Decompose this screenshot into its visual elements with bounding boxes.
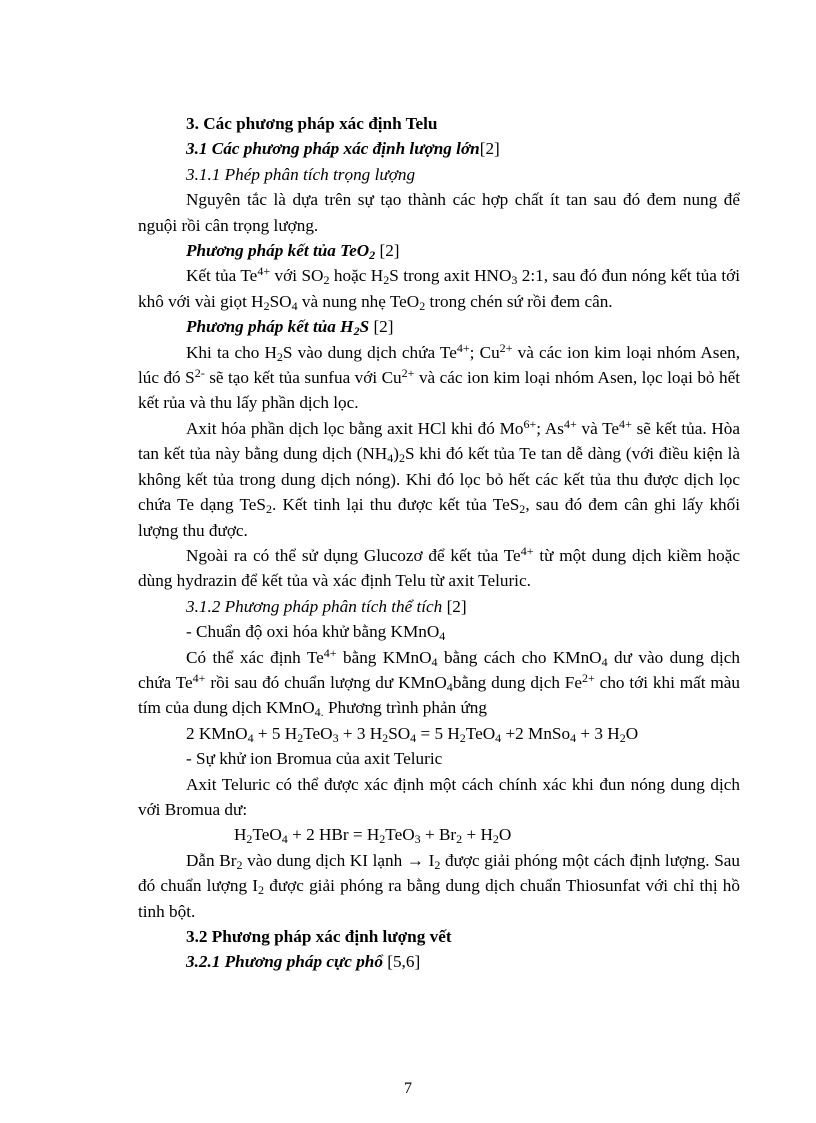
- heading-3-2: 3.2 Phương pháp xác định lượng vết: [186, 927, 452, 946]
- equation-hbr: $H_2TeO_4 + 2$ HBr = $H_2TeO_3 + Br_2 + H_2O$: [234, 825, 512, 847]
- heading-3-2-1: [186, 949, 740, 974]
- paragraph-teluric: Axit Teluric có thể được xác định một cách chính xác khi đun nóng dung dịch với Bromua dư:: [138, 774, 740, 819]
- page-content: [138, 111, 741, 975]
- equation-kmno4: 2 KMnO$_4$ + 5 $H_2TeO_3 + 3$ $H_2SO_4 = 5$ $H_2TeO_4 +2$ MnSo$_4$ + 3 $H_2O$: [186, 723, 639, 745]
- heading-3-2-1-text: 3.2.1 Phương pháp cực phổ: [186, 952, 383, 972]
- paragraph-acidify: Axit hóa phần dịch lọc bằng axit HCl khi đó $Mo^{6+}$; $As^{4+}$ và $Te^{4+}$ sẽ kết tủa. Hòa tan kết tủa này bằng dung dịch $(NH_4)_2S$ khi đó kết tủa Te tan dễ dàng (với điều kiện là không kết tủa trong dung dịch nóng). Khi đó lọc bỏ hết các kết tủa thu được dịch lọc chứa Te dạng TeS$_2$. Kết tinh lại thu được kết tủa TeS$_2$, sau đó đem cân ghi lấy khối lượng thu được.: [138, 416, 741, 540]
- heading-3-1-ref: [2]: [479, 139, 500, 159]
- paragraph-br2: Dẫn $Br_2$ vào dung dịch KI lạnh → $I_2$ được giải phóng một cách định lượng. Sau đó chuẩn lượng $I_2$ được giải phóng ra bằng dung dịch chuẩn Thiosunfat với chỉ thị hồ tinh bột.: [138, 850, 741, 921]
- heading-3-1-text: 3.1 Các phương pháp xác định lượng lớn: [186, 139, 480, 159]
- heading-3-1-1: 3.1.1 Phép phân tích trọng lượng: [186, 164, 416, 184]
- paragraph-teo2: Kết tủa $Te^{4+}$ với $SO_2$ hoặc $H_2S$ trong axit $HNO_3$ 2:1, sau đó đun nóng kết tủa tới khô với vài giọt $H_2SO_4$ và nung nhẹ TeO$_2$ trong chén sứ rồi đem cân.: [138, 264, 741, 313]
- page-number: 7: [404, 1080, 412, 1097]
- heading-3-1-2-ref: [2]: [442, 596, 467, 616]
- heading-h2s-text: Phương pháp kết tủa $H_2S$: [186, 317, 370, 339]
- paragraph-h2s: Khi ta cho $H_2S$ vào dung dịch chứa $Te^{4+}$; $Cu^{2+}$ và các ion kim loại nhóm Asen, lúc đó $S^{2-}$ sẽ tạo kết tủa sunfua với $Cu^{2+}$ và các ion kim loại nhóm Asen, lọc loại bỏ hết kết rủa và thu lấy phần dịch lọc.: [138, 340, 741, 413]
- heading-section-3: 3. Các phương pháp xác định Telu: [186, 114, 438, 133]
- heading-3-2-1-ref: [5,6]: [382, 952, 421, 972]
- heading-3-1-2-text: 3.1.2 Phương pháp phân tích thể tích: [186, 596, 443, 616]
- heading-teo2-text: Phương pháp kết tủa TeO$_2$: [186, 241, 376, 263]
- list-item-kmno4: - Chuẩn độ oxi hóa khử bằng KMnO$_4$: [186, 622, 446, 644]
- heading-3-1: [186, 136, 740, 161]
- heading-teo2-ref: [2]: [375, 241, 400, 261]
- heading-3-1-2: [186, 594, 740, 619]
- paragraph-principle: Nguyên tắc là dựa trên sự tạo thành các hợp chất ít tan sau đó đem nung để nguội rồi cân trọng lượng.: [138, 190, 740, 235]
- paragraph-glucose: Ngoài ra có thể sử dụng Glucozơ để kết tủa $Te^{4+}$ từ một dung dịch kiềm hoặc dùng hydrazin để kết tủa và xác định Telu từ axit Teluric.: [138, 543, 741, 591]
- list-item-bromua: - Sự khử ion Bromua của axit Teluric: [186, 749, 443, 769]
- heading-h2s: [186, 314, 740, 339]
- heading-teo2: [186, 238, 740, 263]
- heading-h2s-ref: [2]: [369, 317, 394, 337]
- paragraph-kmno4: Có thể xác định $Te^{4+}$ bằng KMnO$_4$ bằng cách cho KMnO$_4$ dư vào dung dịch chứa $Te^{4+}$ rồi sau đó chuẩn lượng dư KMnO$_4$bằng dung dịch $Fe^{2+}$ cho tới khi mất màu tím của dung dịch KMnO$_{4.}$ Phương trình phản ứng: [138, 645, 740, 720]
